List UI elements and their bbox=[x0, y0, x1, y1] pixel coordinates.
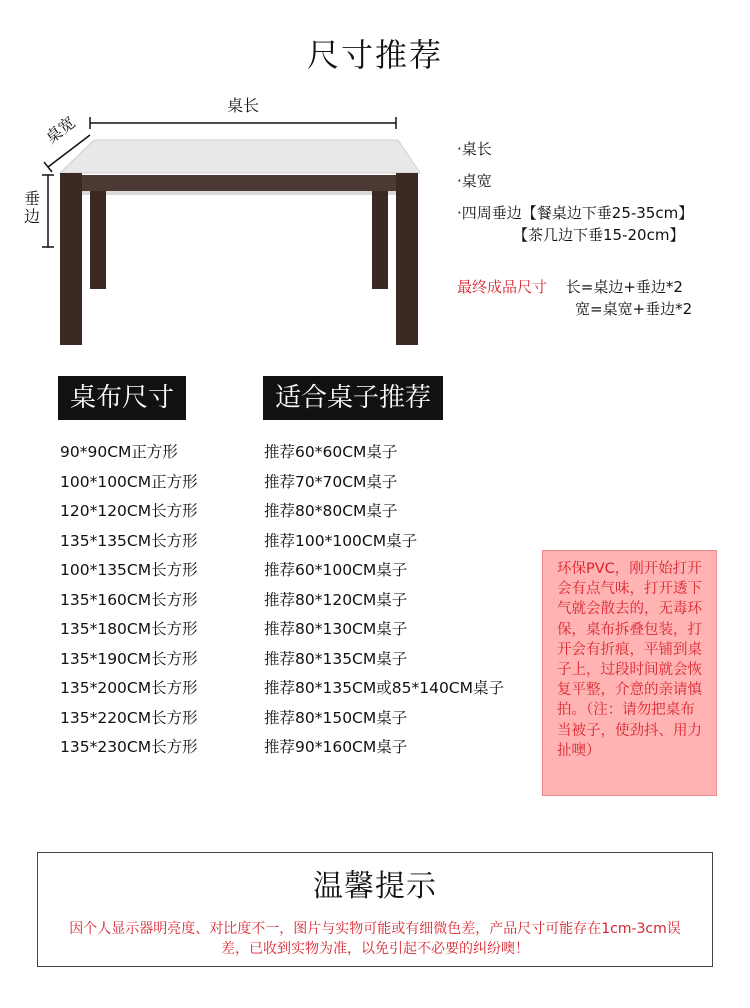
list-item: 135*220CM长方形 bbox=[60, 708, 198, 727]
table-leg-back-left bbox=[90, 191, 106, 289]
list-item: 120*120CM长方形 bbox=[60, 502, 198, 520]
list-item: 推荐90*160CM桌子 bbox=[264, 738, 408, 756]
note-width: ·桌宽 bbox=[457, 172, 492, 190]
tips-title: 温馨提示 bbox=[313, 869, 437, 904]
list-item: 100*135CM长方形 bbox=[60, 561, 198, 579]
size-notes bbox=[457, 138, 693, 320]
table-leg-back-right bbox=[372, 191, 388, 289]
final-size-label: 最终成品尺寸 bbox=[457, 278, 548, 296]
list-item: 135*180CM长方形 bbox=[60, 620, 198, 638]
recommended-table-header: 适合桌子推荐 bbox=[263, 376, 443, 420]
tablecloth-size-header: 桌布尺寸 bbox=[58, 376, 186, 420]
list-item: 135*190CM长方形 bbox=[60, 649, 198, 668]
final-width-formula: 宽=桌宽+垂边*2 bbox=[575, 300, 693, 318]
table-apron-inner bbox=[82, 191, 398, 195]
table-apron bbox=[82, 175, 398, 191]
table-top bbox=[60, 140, 420, 173]
note-drop-line2: 【茶几边下垂15-20cm】 bbox=[513, 226, 685, 244]
list-item: 90*90CM正方形 bbox=[60, 443, 178, 461]
list-item: 推荐80*150CM桌子 bbox=[264, 708, 408, 727]
table-length-label: 桌长 bbox=[227, 96, 260, 115]
list-item: 推荐70*70CM桌子 bbox=[264, 472, 398, 491]
pvc-note: 环保PVC，刚开始打开会有点气味，打开透下气就会散去的，无毒环保，桌布拆叠包装，打开会有折痕，平铺到桌子上，过段时间就会恢复平整，介意的亲请慎拍。（注：请勿把桌布当被子，使劲抖、用力扯噢） bbox=[542, 550, 717, 796]
note-length: ·桌长 bbox=[457, 140, 492, 158]
list-item: 推荐80*130CM桌子 bbox=[264, 620, 408, 638]
list-item: 135*200CM长方形 bbox=[60, 679, 198, 697]
list-item: 推荐80*120CM桌子 bbox=[264, 590, 408, 609]
tips-text: 因个人显示器明亮度、对比度不一，图片与实物可能或有细微色差，产品尺寸可能存在1cm-3cm误差，已收到实物为准，以免引起不必要的纠纷噢！ bbox=[69, 921, 681, 957]
drop-label: 垂边 bbox=[24, 189, 41, 226]
table-leg-front-left bbox=[60, 173, 82, 345]
final-size-row bbox=[457, 276, 693, 298]
table-leg-front-right bbox=[396, 173, 418, 345]
list-item: 推荐60*60CM桌子 bbox=[264, 443, 398, 461]
list-item: 135*230CM长方形 bbox=[60, 738, 198, 756]
list-item: 推荐80*135CM或85*140CM桌子 bbox=[264, 679, 505, 697]
list-item: 135*135CM长方形 bbox=[60, 531, 198, 550]
recommendation-list bbox=[264, 438, 504, 763]
tips-box bbox=[37, 852, 713, 967]
note-drop-line1: ·四周垂边【餐桌边下垂25-35cm】 bbox=[457, 204, 694, 222]
final-length-formula: 长=桌边+垂边*2 bbox=[565, 278, 683, 296]
page-title: 尺寸推荐 bbox=[306, 36, 443, 74]
size-list bbox=[60, 438, 198, 763]
table-width-label: 桌宽 bbox=[41, 112, 79, 148]
width-dimension-tick bbox=[44, 162, 52, 172]
list-item: 推荐80*135CM桌子 bbox=[264, 649, 408, 668]
list-item: 推荐80*80CM桌子 bbox=[264, 502, 398, 520]
list-item: 135*160CM长方形 bbox=[60, 590, 198, 609]
list-item: 推荐100*100CM桌子 bbox=[264, 531, 418, 550]
table-diagram bbox=[20, 85, 440, 350]
list-item: 100*100CM正方形 bbox=[60, 472, 198, 491]
list-item: 推荐60*100CM桌子 bbox=[264, 561, 408, 579]
